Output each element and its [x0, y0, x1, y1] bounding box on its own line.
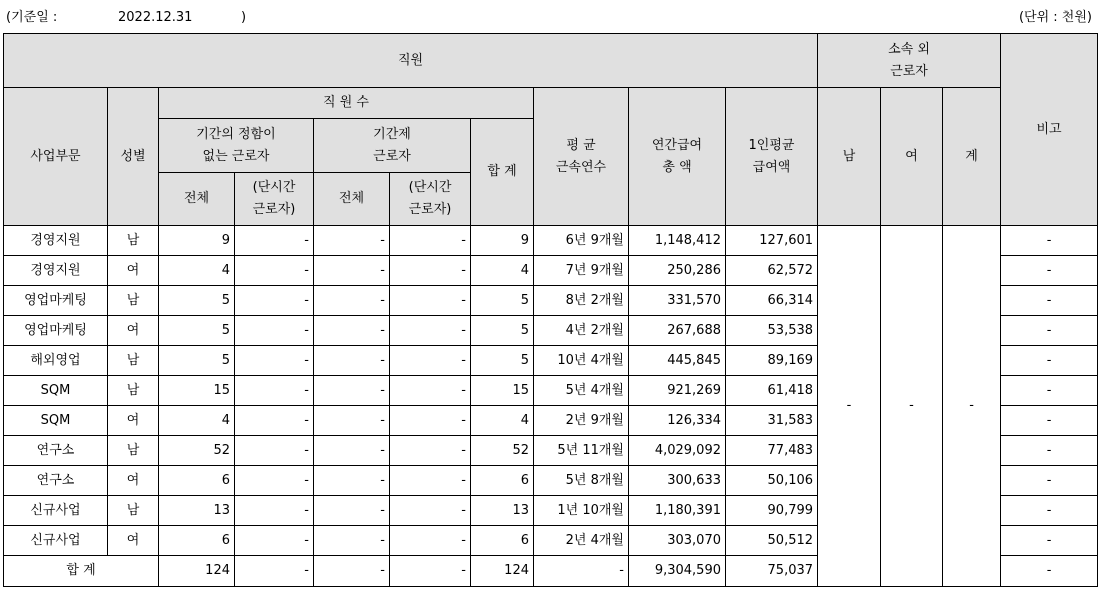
header-remarks: 비고	[1001, 34, 1098, 226]
cell-division: 경영지원	[4, 256, 108, 286]
cell-gender: 여	[108, 526, 159, 556]
cell-avg-tenure: 5년 11개월	[534, 436, 629, 466]
header-subtotal: 계	[943, 88, 1001, 226]
cell-remarks: -	[1001, 526, 1098, 556]
cell-indefinite-all: 6	[159, 466, 235, 496]
total-label: 합 계	[4, 556, 159, 587]
cell-fixed-all: -	[314, 226, 390, 256]
header-gender: 성별	[108, 88, 159, 226]
cell-division: SQM	[4, 406, 108, 436]
cell-sum: 4	[471, 406, 534, 436]
header-avg-pay	[726, 88, 818, 226]
header-parttime-line2: 근로자)	[252, 202, 296, 217]
cell-avg-pay: 89,169	[726, 346, 818, 376]
cell-sum: 13	[471, 496, 534, 526]
header-annual-pay-line1: 연간급여	[651, 137, 703, 153]
cell-sum: 6	[471, 466, 534, 496]
cell-avg-tenure: 10년 4개월	[534, 346, 629, 376]
cell-indefinite-all: 6	[159, 526, 235, 556]
cell-gender: 남	[108, 226, 159, 256]
cell-avg-tenure: 2년 9개월	[534, 406, 629, 436]
cell-indefinite-all: 15	[159, 376, 235, 406]
employee-status-table	[3, 33, 1098, 587]
total-fixed-parttime: -	[390, 556, 471, 587]
cell-gender: 여	[108, 316, 159, 346]
cell-division: 해외영업	[4, 346, 108, 376]
table-row	[4, 226, 1098, 256]
header-division: 사업부문	[4, 88, 108, 226]
cell-indefinite-parttime: -	[235, 256, 314, 286]
cell-fixed-all: -	[314, 406, 390, 436]
cell-annual-pay: 445,845	[629, 346, 726, 376]
cell-indefinite-parttime: -	[235, 346, 314, 376]
cell-avg-tenure: 5년 4개월	[534, 376, 629, 406]
cell-gender: 남	[108, 346, 159, 376]
cell-remarks: -	[1001, 406, 1098, 436]
header-parttime-line1: (단시간	[252, 180, 296, 195]
cell-avg-tenure: 2년 4개월	[534, 526, 629, 556]
cell-fixed-parttime: -	[390, 526, 471, 556]
cell-indefinite-parttime: -	[235, 496, 314, 526]
header-female: 여	[881, 88, 943, 226]
cell-division: 연구소	[4, 436, 108, 466]
header-fixed-parttime	[390, 173, 471, 226]
cell-fixed-all: -	[314, 436, 390, 466]
header-male: 남	[818, 88, 881, 226]
header-parttime-line2: 근로자)	[408, 202, 452, 217]
cell-avg-pay: 77,483	[726, 436, 818, 466]
header-avg-tenure	[534, 88, 629, 226]
cell-indefinite-parttime: -	[235, 406, 314, 436]
cell-division: 영업마케팅	[4, 286, 108, 316]
cell-indefinite-parttime: -	[235, 466, 314, 496]
header-fixed-term	[314, 119, 471, 173]
cell-fixed-all: -	[314, 316, 390, 346]
cell-annual-pay: 921,269	[629, 376, 726, 406]
cell-annual-pay: 250,286	[629, 256, 726, 286]
total-indefinite-parttime: -	[235, 556, 314, 587]
header-avg-tenure-line1: 평 균	[566, 137, 596, 153]
header-non-affiliated-line2: 근로자	[890, 63, 928, 79]
cell-avg-tenure: 7년 9개월	[534, 256, 629, 286]
cell-annual-pay: 300,633	[629, 466, 726, 496]
cell-remarks: -	[1001, 466, 1098, 496]
header-non-affiliated	[818, 34, 1001, 88]
cell-avg-pay: 53,538	[726, 316, 818, 346]
cell-fixed-parttime: -	[390, 286, 471, 316]
cell-indefinite-all: 4	[159, 256, 235, 286]
header-indefinite-parttime	[235, 173, 314, 226]
cell-avg-pay: 50,512	[726, 526, 818, 556]
cell-fixed-parttime: -	[390, 376, 471, 406]
cell-indefinite-all: 5	[159, 316, 235, 346]
cell-gender: 여	[108, 406, 159, 436]
cell-remarks: -	[1001, 496, 1098, 526]
cell-indefinite-parttime: -	[235, 286, 314, 316]
cell-indefinite-all: 9	[159, 226, 235, 256]
cell-gender: 여	[108, 466, 159, 496]
cell-avg-pay: 90,799	[726, 496, 818, 526]
cell-division: 신규사업	[4, 526, 108, 556]
cell-indefinite-parttime: -	[235, 376, 314, 406]
cell-indefinite-all: 13	[159, 496, 235, 526]
cell-gender: 남	[108, 286, 159, 316]
header-fixed-term-line2: 근로자	[373, 148, 411, 164]
cell-fixed-all: -	[314, 466, 390, 496]
cell-sum: 5	[471, 286, 534, 316]
cell-indefinite-parttime: -	[235, 316, 314, 346]
cell-division: 경영지원	[4, 226, 108, 256]
header-indefinite-line1: 기간의 정함이	[196, 126, 276, 142]
cell-sum: 4	[471, 256, 534, 286]
header-indefinite-line2: 없는 근로자	[202, 148, 270, 164]
header-fixed-all: 전체	[314, 173, 390, 226]
header-headcount: 직 원 수	[159, 88, 534, 119]
cell-remarks: -	[1001, 316, 1098, 346]
cell-indefinite-parttime: -	[235, 436, 314, 466]
cell-annual-pay: 267,688	[629, 316, 726, 346]
cell-remarks: -	[1001, 256, 1098, 286]
total-fixed-all: -	[314, 556, 390, 587]
header-avg-tenure-line2: 근속연수	[555, 159, 607, 175]
cell-fixed-parttime: -	[390, 346, 471, 376]
cell-fixed-parttime: -	[390, 226, 471, 256]
header-avg-pay-line1: 1인평균	[748, 137, 795, 153]
cell-avg-tenure: 5년 8개월	[534, 466, 629, 496]
cell-division: 영업마케팅	[4, 316, 108, 346]
cell-indefinite-all: 52	[159, 436, 235, 466]
cell-remarks: -	[1001, 376, 1098, 406]
cell-avg-tenure: 1년 10개월	[534, 496, 629, 526]
cell-annual-pay: 331,570	[629, 286, 726, 316]
cell-sum: 9	[471, 226, 534, 256]
cell-fixed-all: -	[314, 376, 390, 406]
cell-division: 신규사업	[4, 496, 108, 526]
cell-avg-pay: 31,583	[726, 406, 818, 436]
header-indefinite-all: 전체	[159, 173, 235, 226]
cell-avg-tenure: 6년 9개월	[534, 226, 629, 256]
cell-fixed-all: -	[314, 526, 390, 556]
cell-annual-pay: 1,148,412	[629, 226, 726, 256]
cell-sum: 52	[471, 436, 534, 466]
table-caption-bar	[0, 0, 1100, 30]
cell-gender: 남	[108, 436, 159, 466]
cell-indefinite-all: 5	[159, 346, 235, 376]
cell-avg-pay: 62,572	[726, 256, 818, 286]
cell-avg-pay: 61,418	[726, 376, 818, 406]
cell-remarks: -	[1001, 436, 1098, 466]
cell-indefinite-parttime: -	[235, 226, 314, 256]
cell-avg-pay: 127,601	[726, 226, 818, 256]
header-annual-pay	[629, 88, 726, 226]
total-avg-pay: 75,037	[726, 556, 818, 587]
reference-date-label: (기준일 :	[6, 10, 58, 25]
cell-fixed-parttime: -	[390, 256, 471, 286]
cell-sum: 6	[471, 526, 534, 556]
cell-annual-pay: 126,334	[629, 406, 726, 436]
cell-fixed-all: -	[314, 496, 390, 526]
cell-indefinite-all: 5	[159, 286, 235, 316]
cell-avg-tenure: 4년 2개월	[534, 316, 629, 346]
unit-label: (단위 : 천원)	[1018, 10, 1092, 25]
header-indefinite	[159, 119, 314, 173]
cell-gender: 남	[108, 376, 159, 406]
header-employees: 직원	[4, 34, 818, 88]
cell-gender: 남	[108, 496, 159, 526]
cell-fixed-parttime: -	[390, 406, 471, 436]
header-sum: 합 계	[471, 119, 534, 226]
cell-non-affiliated-subtotal: -	[943, 226, 1001, 587]
cell-annual-pay: 4,029,092	[629, 436, 726, 466]
total-avg-tenure: -	[534, 556, 629, 587]
cell-indefinite-all: 4	[159, 406, 235, 436]
cell-annual-pay: 1,180,391	[629, 496, 726, 526]
cell-annual-pay: 303,070	[629, 526, 726, 556]
reference-date-value: 2022.12.31	[118, 10, 193, 25]
total-indefinite-all: 124	[159, 556, 235, 587]
cell-fixed-all: -	[314, 346, 390, 376]
header-parttime-line1: (단시간	[408, 180, 452, 195]
reference-date-close: )	[241, 10, 247, 25]
total-sum: 124	[471, 556, 534, 587]
cell-fixed-parttime: -	[390, 316, 471, 346]
cell-remarks: -	[1001, 286, 1098, 316]
cell-fixed-parttime: -	[390, 466, 471, 496]
header-non-affiliated-line1: 소속 외	[888, 41, 930, 57]
total-remarks: -	[1001, 556, 1098, 587]
cell-gender: 여	[108, 256, 159, 286]
cell-avg-pay: 50,106	[726, 466, 818, 496]
cell-sum: 5	[471, 346, 534, 376]
cell-remarks: -	[1001, 346, 1098, 376]
cell-sum: 5	[471, 316, 534, 346]
cell-fixed-all: -	[314, 256, 390, 286]
cell-avg-pay: 66,314	[726, 286, 818, 316]
cell-non-affiliated-male: -	[818, 226, 881, 587]
cell-division: SQM	[4, 376, 108, 406]
cell-remarks: -	[1001, 226, 1098, 256]
cell-fixed-parttime: -	[390, 436, 471, 466]
cell-non-affiliated-female: -	[881, 226, 943, 587]
cell-fixed-all: -	[314, 286, 390, 316]
header-fixed-term-line1: 기간제	[373, 126, 411, 142]
header-avg-pay-line2: 급여액	[752, 159, 791, 175]
reference-date	[6, 6, 246, 25]
cell-division: 연구소	[4, 466, 108, 496]
header-annual-pay-line2: 총 액	[662, 159, 692, 175]
cell-sum: 15	[471, 376, 534, 406]
cell-indefinite-parttime: -	[235, 526, 314, 556]
cell-avg-tenure: 8년 2개월	[534, 286, 629, 316]
cell-fixed-parttime: -	[390, 496, 471, 526]
total-annual-pay: 9,304,590	[629, 556, 726, 587]
